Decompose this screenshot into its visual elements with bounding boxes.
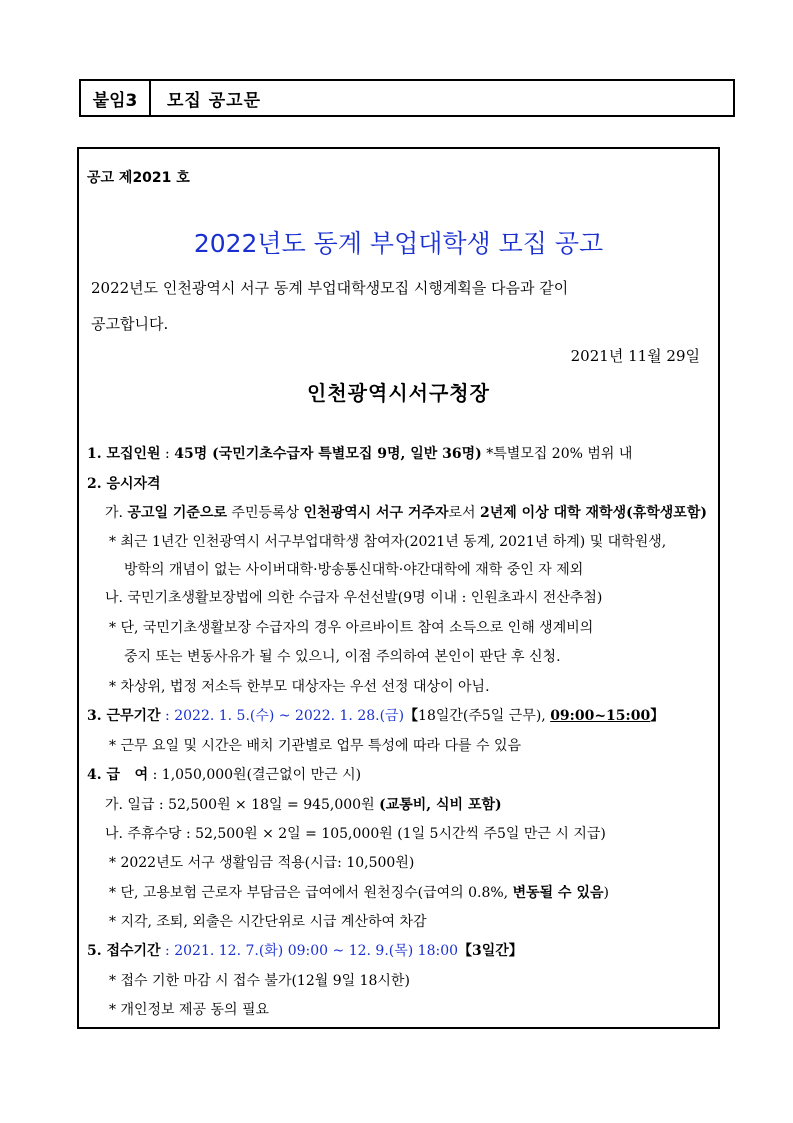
- section-2-ga-text-1: 주민등록상: [226, 505, 304, 521]
- section-3-bracket-open: 【: [404, 708, 419, 724]
- section-1-note: *특별모집 20% 범위 내: [481, 446, 633, 462]
- section-4-note-2-text: * 단, 고용보험 근로자 부담금은 급여에서 원천징수(급여의 0.8%,: [109, 885, 513, 901]
- notice-date: 2021년 11월 29일: [570, 347, 700, 365]
- section-4-ga-bold: (교통비, 식비 포함): [379, 797, 502, 813]
- section-5-period: 2021. 12. 7.(화) 09:00 ~ 12. 9.(목) 18:00: [174, 943, 459, 959]
- section-5-label: 5. 접수기간: [87, 943, 161, 959]
- notice-title: 2022년도 동계 부업대학생 모집 공고: [193, 229, 604, 258]
- section-4-note-1: * 2022년도 서구 생활임금 적용(시급: 10,500원): [109, 855, 415, 871]
- section-2-ga-text-2: 로서: [448, 505, 481, 521]
- section-work-period: [87, 705, 664, 725]
- section-3-hours: 09:00~15:00: [550, 708, 651, 724]
- section-application-period: [87, 940, 523, 960]
- section-2-note-2-line-1: * 단, 국민기초생활보장 수급자의 경우 아르바이트 참여 소득으로 인해 생계비의: [109, 620, 594, 636]
- section-recruitment: [87, 443, 632, 463]
- attachment-header: [79, 79, 735, 117]
- section-4-note-2-bold: 변동될 수 있음: [512, 885, 604, 901]
- section-3-detail: 18일간(주5일 근무),: [418, 708, 551, 724]
- section-5-note-1: * 접수 기한 마감 시 접수 불가(12월 9일 18시한): [109, 973, 410, 989]
- intro-line-2: 공고합니다.: [91, 315, 169, 333]
- section-2-note-2-line-2: 중지 또는 변동사유가 될 수 있으니, 이점 주의하여 본인이 판단 후 신청.: [124, 649, 561, 665]
- section-3-label: 3. 근무기간: [87, 708, 161, 724]
- section-2-note-1-line-2: 방학의 개념이 없는 사이버대학·방송통신대학·야간대학에 재학 중인 자 제외: [124, 562, 584, 578]
- section-4-amount: : 1,050,000원(결근없이 만근 시): [148, 767, 362, 783]
- section-2-note-1-line-1: * 최근 1년간 인천광역시 서구부업대학생 참여자(2021년 동계, 2021년 하계) 및 대학원생,: [109, 534, 667, 550]
- section-5-tail: 【3일간】: [458, 943, 523, 959]
- notice-box: [77, 147, 720, 1029]
- section-2-ga-bold-3: 2년제 이상 대학 재학생(휴학생포함): [480, 505, 707, 521]
- section-1-colon: :: [160, 446, 175, 462]
- section-4-label: 4. 급 여: [87, 767, 149, 783]
- section-2-label: 2. 응시자격: [87, 476, 161, 492]
- section-3-period: 2022. 1. 5.(수) ~ 2022. 1. 28.(금): [174, 708, 405, 724]
- section-4-ga-text: 가. 일급 : 52,500원 × 18일 = 945,000원: [105, 797, 380, 813]
- section-1-label: 1. 모집인원: [87, 446, 161, 462]
- intro-line-1: 2022년도 인천광역시 서구 동계 부업대학생모집 시행계획을 다음과 같이: [91, 279, 569, 297]
- section-3-colon: :: [160, 708, 175, 724]
- section-4-item-na: 나. 주휴수당 : 52,500원 × 2일 = 105,000원 (1일 5시간씩 주5일 만근 시 지급): [105, 826, 606, 842]
- section-2-ga-bold-2: 인천광역시 서구 거주자: [303, 505, 449, 521]
- section-1-count: 45명 (국민기초수급자 특별모집 9명, 일반 36명): [174, 446, 482, 462]
- section-2-ga-bold-1: 공고일 기준으로: [127, 505, 227, 521]
- section-5-colon: :: [160, 943, 175, 959]
- section-2-item-ga: [105, 502, 707, 522]
- section-2-ga-prefix: 가.: [105, 505, 128, 521]
- section-3-note: * 근무 요일 및 시간은 배치 기관별로 업무 특성에 따라 다를 수 있음: [109, 738, 522, 754]
- attachment-title: 모집 공고문: [167, 90, 262, 111]
- section-4-note-2: [109, 882, 609, 902]
- section-2-item-na: 나. 국민기초생활보장법에 의한 수급자 우선선발(9명 이내 : 인원초과시 전산추첨): [105, 590, 603, 606]
- attachment-tag: 붙임3: [81, 81, 151, 115]
- notice-number: 공고 제2021 호: [87, 170, 190, 186]
- section-salary: [87, 764, 361, 784]
- section-4-note-3: * 지각, 조퇴, 외출은 시간단위로 시급 계산하여 차감: [109, 914, 427, 930]
- section-3-bracket-close: 】: [650, 708, 665, 724]
- section-4-note-2-close: ): [603, 885, 609, 901]
- section-2-note-3: * 차상위, 법정 저소득 한부모 대상자는 우선 선정 대상이 아님.: [109, 679, 490, 695]
- section-5-note-2: * 개인정보 제공 동의 필요: [109, 1002, 270, 1018]
- notice-issuer: 인천광역시서구청장: [307, 381, 490, 405]
- section-4-item-ga: [105, 794, 502, 814]
